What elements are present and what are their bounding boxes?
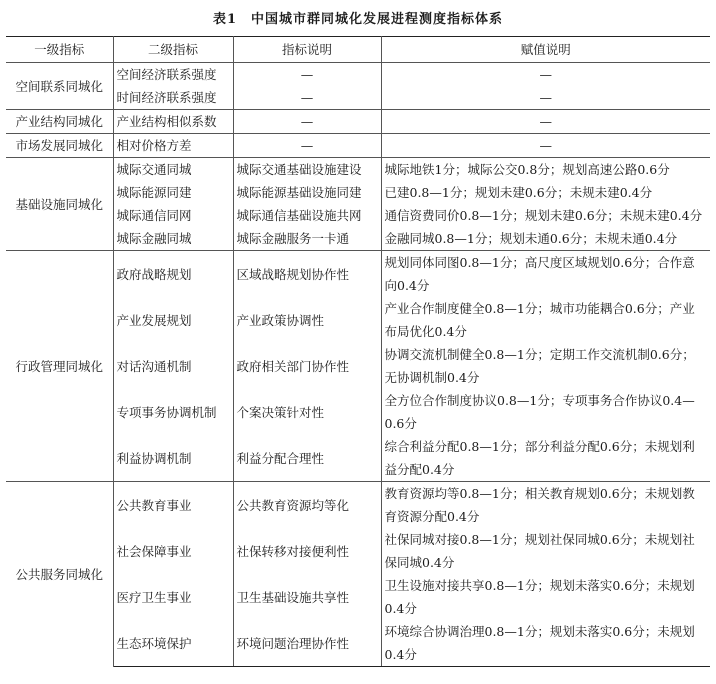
level1-cell: 行政管理同城化 bbox=[6, 251, 113, 482]
level2-cell: 公共教育事业 bbox=[113, 482, 233, 529]
header-row bbox=[6, 37, 710, 63]
value-cell: — bbox=[381, 134, 710, 158]
level2-cell: 城际通信同网 bbox=[113, 204, 233, 227]
desc-cell: 环境问题治理协作性 bbox=[233, 620, 381, 667]
value-cell bbox=[381, 528, 710, 574]
desc-cell: — bbox=[233, 134, 381, 158]
value-cell bbox=[381, 482, 710, 529]
value-text: 卫生设施对接共享0.8—1分；规划未落实0.6分；未规划0.4分 bbox=[384, 578, 695, 616]
level2-cell: 产业发展规划 bbox=[113, 297, 233, 343]
value-cell bbox=[381, 574, 710, 620]
value-cell: 已建0.8—1分；规划未建0.6分；未规未建0.4分 bbox=[384, 185, 653, 200]
level1-cell: 产业结构同城化 bbox=[6, 110, 113, 134]
level1-cell: 基础设施同城化 bbox=[6, 158, 113, 251]
level2-cell: 对话沟通机制 bbox=[113, 343, 233, 389]
value-text: 全方位合作制度协议0.8—1分；专项事务合作协议0.4—0.6分 bbox=[384, 393, 695, 431]
value-cell bbox=[381, 297, 710, 343]
value-cell: 通信资费同价0.8—1分；规划未建0.6分；未规未建0.4分 bbox=[384, 208, 703, 223]
header-value: 赋值说明 bbox=[520, 42, 571, 57]
level2-cell: 专项事务协调机制 bbox=[113, 389, 233, 435]
desc-cell: 产业政策协调性 bbox=[233, 297, 381, 343]
desc-cell: 城际通信基础设施共网 bbox=[233, 204, 381, 227]
level2-cell: 生态环境保护 bbox=[113, 620, 233, 667]
desc-cell: — bbox=[233, 110, 381, 134]
value-cell bbox=[381, 620, 710, 667]
value-cell: — bbox=[381, 63, 710, 87]
level2-cell: 利益协调机制 bbox=[113, 435, 233, 482]
table-row bbox=[6, 110, 710, 134]
value-text: 产业合作制度健全0.8—1分；城市功能耦合0.6分；产业布局优化0.4分 bbox=[384, 301, 695, 339]
value-text: 协调交流机制健全0.8—1分；定期工作交流机制0.6分；无协调机制0.4分 bbox=[384, 347, 695, 385]
indicator-table bbox=[6, 36, 710, 667]
level2-cell: 医疗卫生事业 bbox=[113, 574, 233, 620]
desc-cell: — bbox=[233, 63, 381, 87]
level1-cell: 市场发展同城化 bbox=[6, 134, 113, 158]
table-row bbox=[6, 482, 710, 529]
header-level2: 二级指标 bbox=[113, 37, 233, 63]
value-cell bbox=[381, 389, 710, 435]
value-cell: 城际地铁1分；城际公交0.8分；规划高速公路0.6分 bbox=[381, 158, 710, 182]
table-row bbox=[6, 63, 710, 87]
value-cell bbox=[381, 435, 710, 482]
desc-cell: 社保转移对接便利性 bbox=[233, 528, 381, 574]
desc-cell: 利益分配合理性 bbox=[233, 435, 381, 482]
value-text: 社保同城对接0.8—1分；规划社保同城0.6分；未规划社保同城0.4分 bbox=[384, 532, 695, 570]
level2-cell: 相对价格方差 bbox=[113, 134, 233, 158]
level2-cell: 城际金融同城 bbox=[113, 227, 233, 251]
value-text: 教育资源均等0.8—1分；相关教育规划0.6分；未规划教育资源分配0.4分 bbox=[384, 486, 695, 524]
desc-cell: 卫生基础设施共享性 bbox=[233, 574, 381, 620]
level2-cell: 社会保障事业 bbox=[113, 528, 233, 574]
level2-cell: 城际交通同城 bbox=[113, 158, 233, 182]
value-text: 规划同体同图0.8—1分；高尺度区域规划0.6分；合作意向0.4分 bbox=[384, 255, 695, 293]
desc-cell: 公共教育资源均等化 bbox=[233, 482, 381, 529]
level2-cell: 时间经济联系强度 bbox=[113, 86, 233, 110]
desc-cell: 城际金融服务一卡通 bbox=[233, 227, 381, 251]
desc-cell: 政府相关部门协作性 bbox=[233, 343, 381, 389]
level2-cell: 空间经济联系强度 bbox=[113, 63, 233, 87]
level2-cell: 产业结构相似系数 bbox=[113, 110, 233, 134]
desc-cell: 区域战略规划协作性 bbox=[233, 251, 381, 298]
desc-cell: 城际能源基础设施同建 bbox=[233, 181, 381, 204]
value-cell bbox=[381, 343, 710, 389]
value-cell: — bbox=[539, 90, 552, 105]
table-row bbox=[6, 134, 710, 158]
value-cell bbox=[381, 251, 710, 298]
level2-cell: 政府战略规划 bbox=[113, 251, 233, 298]
level1-cell: 空间联系同城化 bbox=[6, 63, 113, 110]
header-level1: 一级指标 bbox=[6, 37, 113, 63]
value-cell: — bbox=[381, 110, 710, 134]
value-text: 环境综合协调治理0.8—1分；规划未落实0.6分；未规划0.4分 bbox=[384, 624, 695, 662]
value-text: 综合利益分配0.8—1分；部分利益分配0.6分；未规划利益分配0.4分 bbox=[384, 439, 695, 477]
level1-cell: 公共服务同城化 bbox=[6, 482, 113, 667]
table-caption: 表1 中国城市群同城化发展进程测度指标体系 bbox=[212, 12, 504, 27]
desc-cell: 个案决策针对性 bbox=[233, 389, 381, 435]
table-row bbox=[6, 251, 710, 298]
desc-cell: 城际交通基础设施建设 bbox=[233, 158, 381, 182]
header-description: 指标说明 bbox=[233, 37, 381, 63]
desc-cell: — bbox=[233, 86, 381, 110]
level2-cell: 城际能源同建 bbox=[113, 181, 233, 204]
table-row bbox=[6, 158, 710, 182]
value-cell: 金融同城0.8—1分；规划未通0.6分；未规未通0.4分 bbox=[384, 231, 678, 246]
